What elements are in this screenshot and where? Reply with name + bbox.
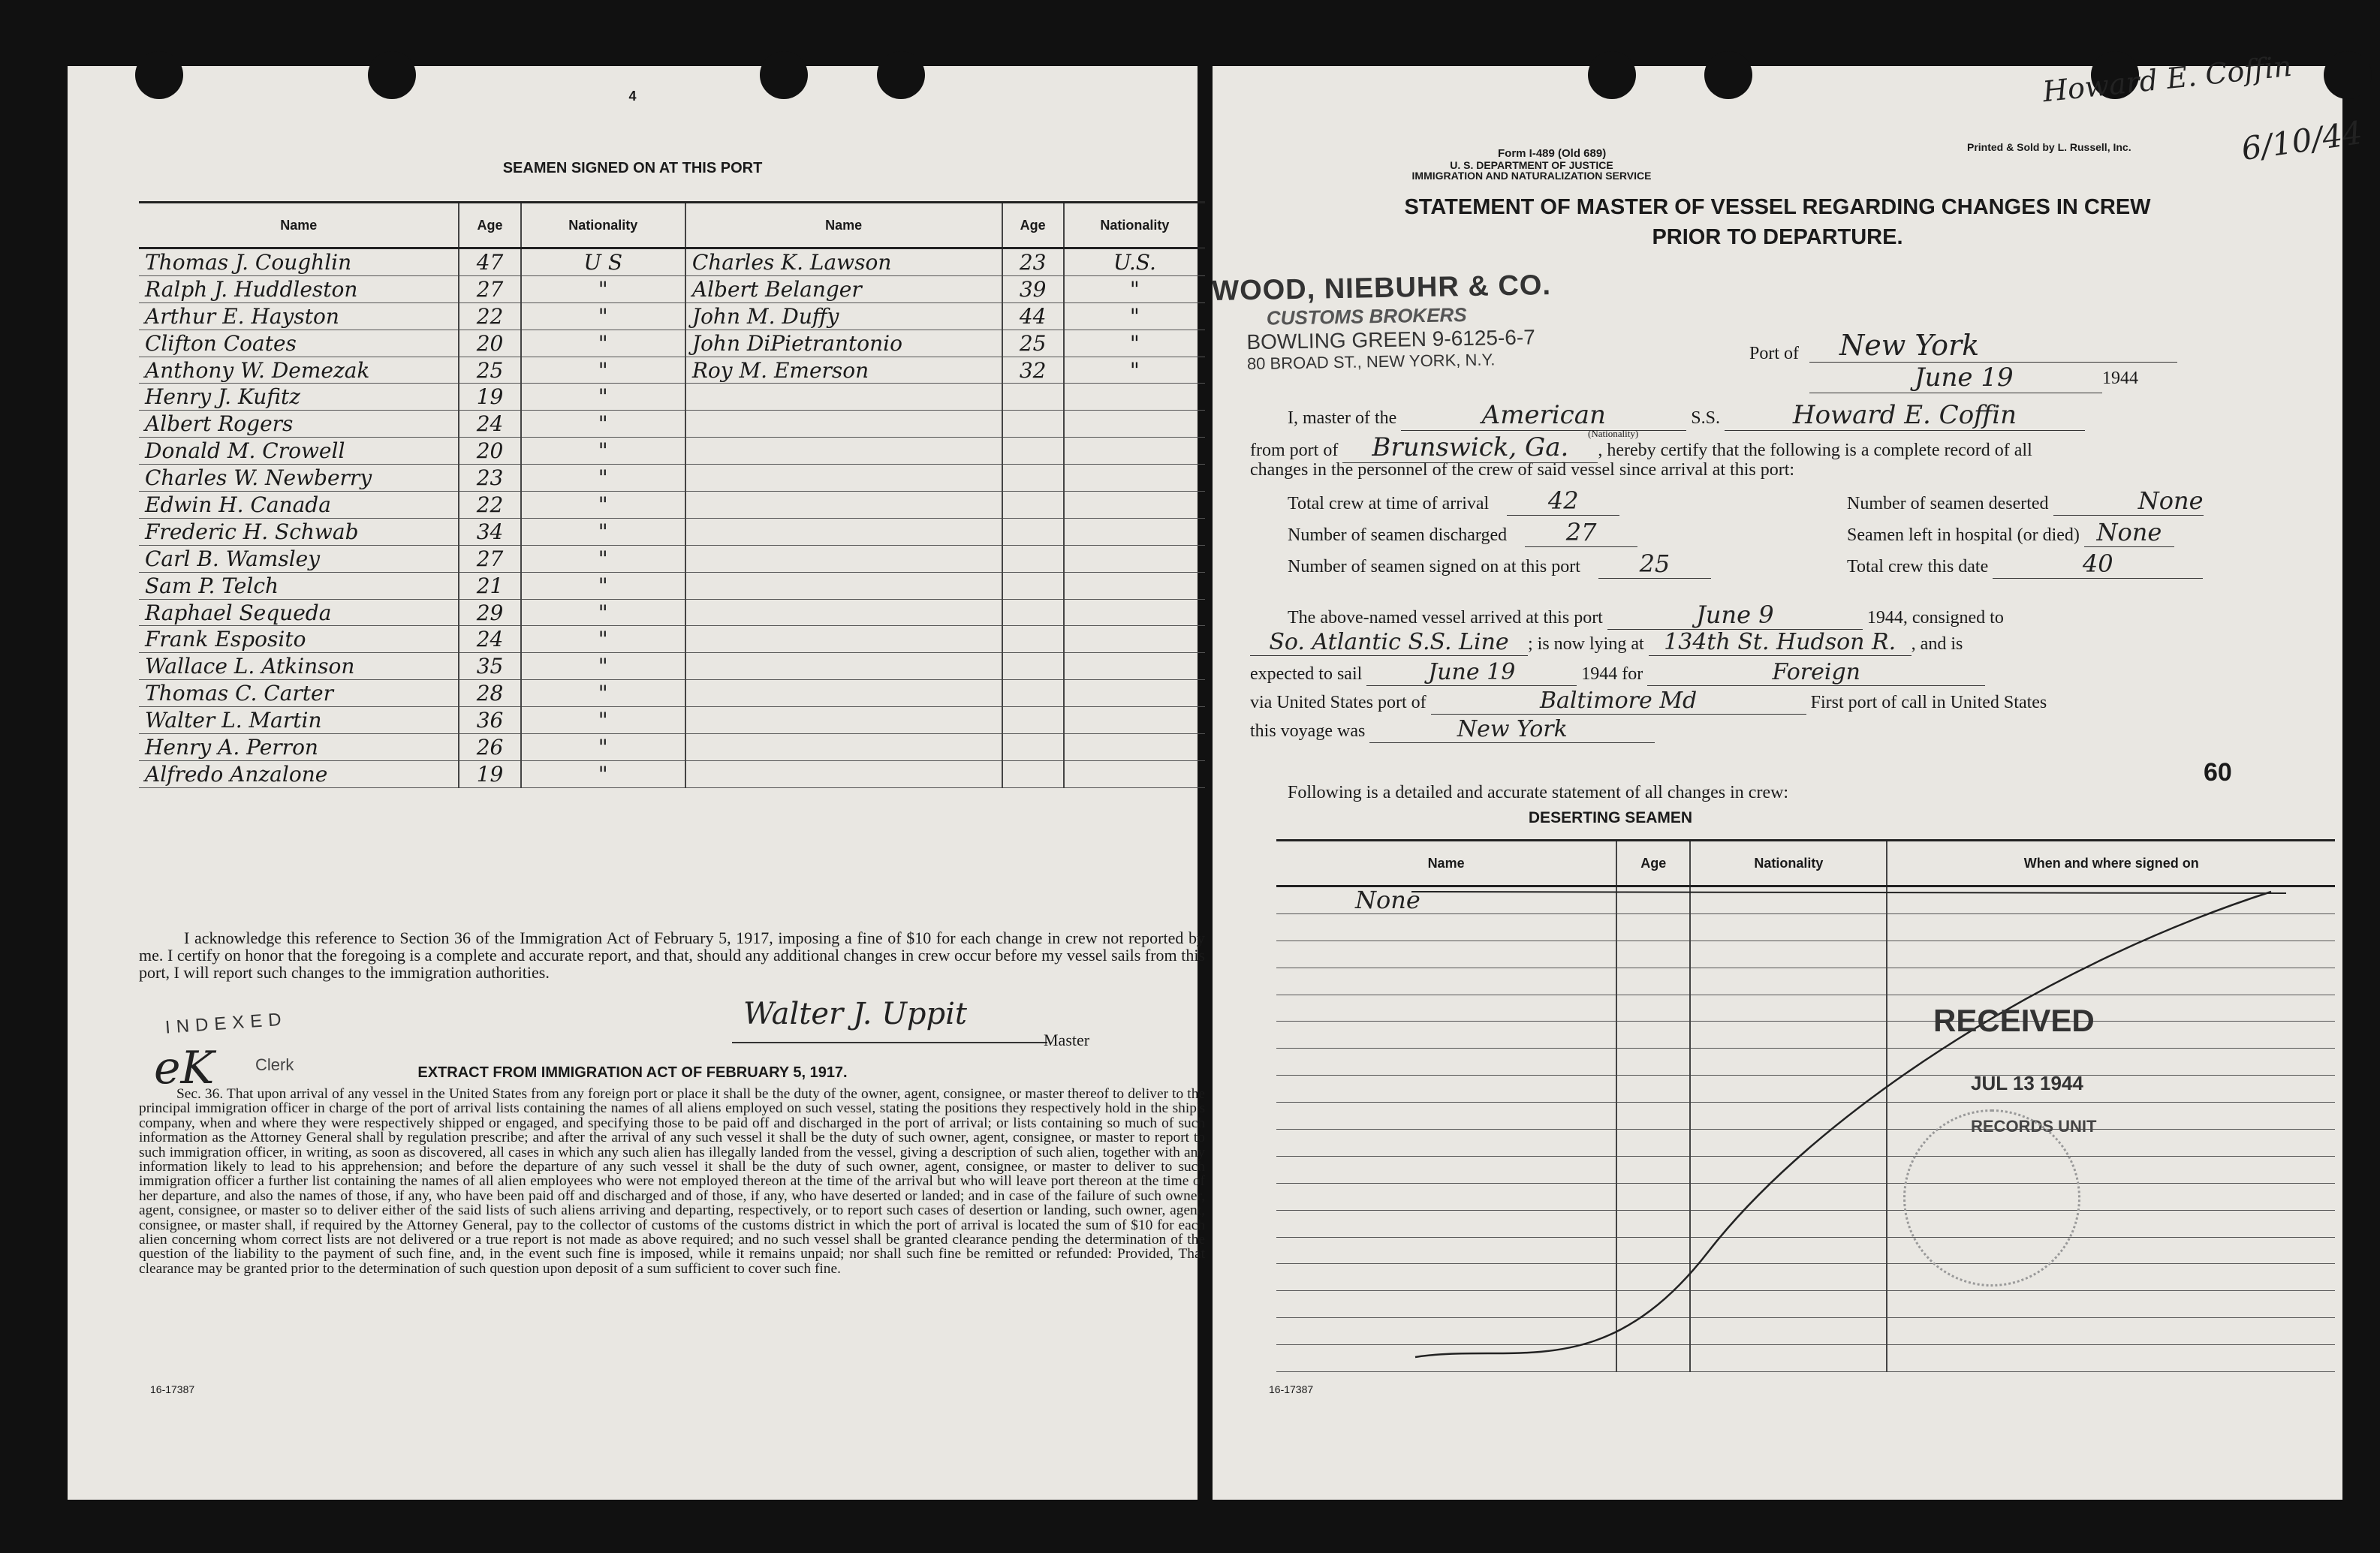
- indexed-stamp: INDEXED: [164, 1009, 288, 1038]
- seaman-age: 21: [459, 572, 520, 599]
- page-number: 60: [2204, 758, 2232, 787]
- seaman-nationality: ": [521, 438, 685, 465]
- seaman-nationality: ": [521, 760, 685, 787]
- and-is-label: , and is: [1911, 634, 1963, 654]
- signed-on-value: 25: [1598, 549, 1711, 579]
- col-header-nationality: Nationality: [521, 203, 685, 248]
- seaman-age: 47: [459, 248, 520, 276]
- seaman-age: 28: [459, 680, 520, 707]
- seaman-name: Charles W. Newberry: [139, 465, 459, 492]
- form-title-line1: STATEMENT OF MASTER OF VESSEL REGARDING CHANGES IN CREW: [1404, 195, 2151, 219]
- seaman-nationality: [1064, 707, 1205, 734]
- master-label: Master: [1044, 1031, 1090, 1049]
- seaman-age: 44: [1002, 302, 1064, 330]
- seaman-age: 20: [459, 438, 520, 465]
- col-header-nationality: Nationality: [1690, 841, 1887, 886]
- seaman-name: John M. Duffy: [685, 302, 1002, 330]
- seaman-age: [1002, 680, 1064, 707]
- seaman-nationality: ": [521, 465, 685, 492]
- form-title-line2: PRIOR TO DEPARTURE.: [1652, 225, 1903, 249]
- arrived-label: The above-named vessel arrived at this port: [1288, 608, 1603, 628]
- seaman-nationality: [1064, 411, 1205, 438]
- seaman-nationality: [1064, 734, 1205, 761]
- seaman-age: 22: [459, 302, 520, 330]
- table-row: [139, 545, 1205, 572]
- cancel-line: [1213, 66, 2342, 1500]
- col-header-age: Age: [1616, 841, 1690, 886]
- page-number: 4: [628, 89, 637, 104]
- seaman-nationality: ": [1064, 357, 1205, 384]
- signed-on-label: Number of seamen signed on at this port: [1288, 557, 1580, 576]
- seaman-age: [1002, 653, 1064, 680]
- seal-stamp: [1903, 1109, 2080, 1287]
- annotation-vessel-name: Howard E. Coffin: [2041, 49, 2294, 109]
- seaman-nationality: [1064, 384, 1205, 411]
- seaman-age: 24: [459, 411, 520, 438]
- seaman-nationality: ": [1064, 275, 1205, 302]
- crew-date-label: Total crew this date: [1847, 557, 1989, 576]
- seaman-age: [1002, 707, 1064, 734]
- seaman-name: Raphael Sequeda: [139, 599, 459, 626]
- total-arrival-label: Total crew at time of arrival: [1288, 494, 1490, 513]
- seaman-name: [685, 599, 1002, 626]
- seaman-age: 36: [459, 707, 520, 734]
- seaman-age: [1002, 438, 1064, 465]
- seaman-nationality: ": [521, 302, 685, 330]
- hospital-label: Seamen left in hospital (or died): [1847, 525, 2080, 545]
- seaman-age: [1002, 760, 1064, 787]
- seaman-nationality: ": [521, 572, 685, 599]
- seaman-nationality: [1064, 626, 1205, 653]
- table-row: [139, 411, 1205, 438]
- seaman-age: 32: [1002, 357, 1064, 384]
- table-row: [139, 492, 1205, 519]
- seaman-nationality: ": [521, 680, 685, 707]
- seaman-nationality: ": [521, 626, 685, 653]
- seaman-name: Albert Rogers: [139, 411, 459, 438]
- seaman-age: 19: [459, 760, 520, 787]
- ss-label: S.S.: [1691, 408, 1720, 428]
- seaman-age: 23: [1002, 248, 1064, 276]
- seaman-name: Henry A. Perron: [139, 734, 459, 761]
- seaman-age: [1002, 465, 1064, 492]
- seaman-nationality: [1064, 545, 1205, 572]
- seaman-nationality: [1064, 653, 1205, 680]
- seaman-nationality: ": [521, 384, 685, 411]
- first-port-label: First port of call in United States: [1810, 693, 2047, 712]
- table-row: [139, 357, 1205, 384]
- voyage-value: New York: [1369, 716, 1655, 743]
- seaman-age: [1002, 626, 1064, 653]
- table-row: [139, 302, 1205, 330]
- received-stamp: RECEIVED: [1933, 1003, 2095, 1038]
- seaman-nationality: ": [521, 653, 685, 680]
- table-row: [139, 384, 1205, 411]
- seaman-nationality: ": [521, 599, 685, 626]
- seaman-age: 27: [459, 275, 520, 302]
- voyage-label: this voyage was: [1250, 721, 1366, 741]
- stamp-role: CUSTOMS BROKERS: [1266, 303, 1467, 330]
- seaman-age: [1002, 384, 1064, 411]
- consigned-label: , consigned to: [1902, 608, 2004, 628]
- seaman-name: [685, 572, 1002, 599]
- printer-credit: Printed & Sold by L. Russell, Inc.: [1967, 141, 2131, 153]
- seaman-nationality: [1064, 572, 1205, 599]
- records-unit: RECORDS UNIT: [1971, 1117, 2097, 1136]
- seaman-nationality: [1064, 760, 1205, 787]
- seaman-nationality: ": [1064, 330, 1205, 357]
- section-title: SEAMEN SIGNED ON AT THIS PORT: [502, 160, 763, 176]
- seaman-name: Charles K. Lawson: [685, 248, 1002, 276]
- seaman-name: [685, 411, 1002, 438]
- seaman-name: [685, 465, 1002, 492]
- seaman-nationality: ": [521, 357, 685, 384]
- form-code: 16-17387: [150, 1383, 195, 1395]
- seaman-age: 29: [459, 599, 520, 626]
- seaman-age: [1002, 734, 1064, 761]
- seaman-name: [685, 653, 1002, 680]
- seaman-age: 24: [459, 626, 520, 653]
- seamen-signed-on-table: [139, 201, 1205, 788]
- seaman-nationality: [1064, 465, 1205, 492]
- seaman-name: [685, 707, 1002, 734]
- table-row: [139, 707, 1205, 734]
- seaman-nationality: ": [521, 734, 685, 761]
- lying-label: ; is now lying at: [1528, 634, 1644, 654]
- master-of-label: I, master of the: [1288, 408, 1397, 428]
- seaman-age: 34: [459, 518, 520, 545]
- nationality-caption: (Nationality): [1588, 428, 1639, 439]
- seaman-nationality: ": [521, 545, 685, 572]
- acknowledgement-text: I acknowledge this reference to Section 36 of the Immigration Act of February 5, 1917, imposing a fine of $10 for each change in crew not reported by me. I certify on honor that the foregoing is a complete and accurate report, and that, should any additional changes in crew occur before my vessel sails from this port, I will report such changes to the immigration authorities.: [139, 928, 1205, 982]
- seaman-name: Walter L. Martin: [139, 707, 459, 734]
- seaman-name: [685, 438, 1002, 465]
- seaman-age: 27: [459, 545, 520, 572]
- seaman-age: [1002, 572, 1064, 599]
- seaman-name: Frederic H. Schwab: [139, 518, 459, 545]
- discharged-label: Number of seamen discharged: [1288, 525, 1508, 545]
- table-row: [139, 680, 1205, 707]
- vessel-name-value: Howard E. Coffin: [1725, 400, 2085, 431]
- seaman-name: Donald M. Crowell: [139, 438, 459, 465]
- seaman-name: [685, 545, 1002, 572]
- clerk-label: Clerk: [255, 1055, 294, 1074]
- seaman-nationality: [1064, 680, 1205, 707]
- extract-title: EXTRACT FROM IMMIGRATION ACT OF FEBRUARY 5, 1917.: [417, 1064, 848, 1081]
- table-row: [139, 626, 1205, 653]
- stamp-company: WOOD, NIEBUHR & CO.: [1211, 269, 1552, 307]
- arrived-value: June 9: [1607, 600, 1863, 630]
- deserted-value: None: [2053, 486, 2204, 516]
- seaman-nationality: [1064, 599, 1205, 626]
- seaman-nationality: ": [521, 330, 685, 357]
- seaman-name: Carl B. Wamsley: [139, 545, 459, 572]
- seaman-age: 22: [459, 492, 520, 519]
- seaman-age: [1002, 599, 1064, 626]
- seaman-nationality: [1064, 492, 1205, 519]
- seaman-name: Thomas J. Coughlin: [139, 248, 459, 276]
- seaman-age: [1002, 492, 1064, 519]
- seaman-name: [685, 680, 1002, 707]
- seaman-name: Thomas C. Carter: [139, 680, 459, 707]
- department: U. S. DEPARTMENT OF JUSTICE: [1450, 159, 1613, 171]
- lying-value: 134th St. Hudson R.: [1649, 629, 1912, 656]
- seaman-nationality: U S: [521, 248, 685, 276]
- seaman-name: Frank Esposito: [139, 626, 459, 653]
- date-value: June 19: [1809, 363, 2102, 393]
- seaman-age: 26: [459, 734, 520, 761]
- seaman-nationality: ": [521, 411, 685, 438]
- nationality-value: American: [1401, 400, 1686, 431]
- seaman-nationality: [1064, 438, 1205, 465]
- following-text: Following is a detailed and accurate statement of all changes in crew:: [1288, 783, 1789, 802]
- seaman-age: 25: [1002, 330, 1064, 357]
- seaman-name: Edwin H. Canada: [139, 492, 459, 519]
- consignee-value: So. Atlantic S.S. Line: [1250, 629, 1528, 656]
- received-date: JUL 13 1944: [1971, 1072, 2083, 1094]
- seaman-age: [1002, 411, 1064, 438]
- table-row: [139, 760, 1205, 787]
- table-row: [139, 248, 1205, 276]
- seaman-name: Clifton Coates: [139, 330, 459, 357]
- table-row: [139, 438, 1205, 465]
- port-label: Port of: [1749, 344, 1799, 363]
- seaman-name: Anthony W. Demezak: [139, 357, 459, 384]
- col-header-age: Age: [1002, 203, 1064, 248]
- seaman-name: [685, 518, 1002, 545]
- discharged-value: 27: [1525, 518, 1637, 547]
- seaman-age: [1002, 545, 1064, 572]
- table-row: [139, 330, 1205, 357]
- right-page: [1211, 49, 2365, 1500]
- seaman-name: Albert Belanger: [685, 275, 1002, 302]
- seaman-age: 35: [459, 653, 520, 680]
- clerk-initials: eK: [154, 1042, 215, 1094]
- certify-text: , hereby certify that the following is a complete record of all: [1598, 441, 2032, 460]
- table-row: [139, 653, 1205, 680]
- seaman-name: Roy M. Emerson: [685, 357, 1002, 384]
- seaman-age: 25: [459, 357, 520, 384]
- seaman-name: Henry J. Kufitz: [139, 384, 459, 411]
- col-header-nationality: Nationality: [1064, 203, 1205, 248]
- form-code: 16-17387: [1269, 1383, 1314, 1395]
- seaman-nationality: ": [521, 518, 685, 545]
- for-value: Foreign: [1647, 659, 1985, 686]
- signature-line: [732, 1042, 1047, 1043]
- via-value: Baltimore Md: [1431, 688, 1806, 715]
- expected-year: 1944: [1581, 664, 1618, 684]
- expected-value: June 19: [1366, 659, 1577, 686]
- seaman-name: [685, 492, 1002, 519]
- left-page: [68, 66, 1205, 1500]
- col-header-name: Name: [139, 203, 459, 248]
- seaman-age: 39: [1002, 275, 1064, 302]
- from-port-label: from port of: [1250, 441, 1339, 460]
- for-label: for: [1622, 664, 1643, 684]
- expected-label: expected to sail: [1250, 664, 1363, 684]
- seaman-nationality: [1064, 518, 1205, 545]
- total-arrival-value: 42: [1507, 486, 1619, 516]
- seaman-name: Arthur E. Hayston: [139, 302, 459, 330]
- seaman-age: 20: [459, 330, 520, 357]
- from-port-value: Brunswick, Ga.: [1342, 432, 1598, 463]
- deserting-title: DESERTING SEAMEN: [1528, 809, 1693, 826]
- table-row: [139, 465, 1205, 492]
- port-value: New York: [1809, 329, 2177, 363]
- crew-date-value: 40: [1993, 549, 2203, 579]
- seaman-age: 23: [459, 465, 520, 492]
- seaman-nationality: ": [1064, 302, 1205, 330]
- seaman-name: [685, 384, 1002, 411]
- deserting-none-entry: None: [1355, 886, 1420, 914]
- hospital-value: None: [2084, 518, 2174, 547]
- service-name: IMMIGRATION AND NATURALIZATION SERVICE: [1411, 170, 1652, 182]
- table-row: [139, 734, 1205, 761]
- col-header-age: Age: [459, 203, 520, 248]
- table-row: [139, 572, 1205, 599]
- table-row: [139, 275, 1205, 302]
- seaman-age: [1002, 518, 1064, 545]
- seaman-name: Wallace L. Atkinson: [139, 653, 459, 680]
- annotation-date: 6/10/44: [2239, 113, 2365, 168]
- col-header-when-where: When and where signed on: [1887, 841, 2335, 886]
- seaman-name: [685, 760, 1002, 787]
- seamen-rows: [139, 248, 1205, 788]
- stamp-address: 80 BROAD ST., NEW YORK, N.Y.: [1246, 350, 1496, 374]
- seaman-name: [685, 734, 1002, 761]
- changes-text: changes in the personnel of the crew of said vessel since arrival at this port:: [1250, 460, 1795, 480]
- col-header-name: Name: [1276, 841, 1616, 886]
- seaman-name: Alfredo Anzalone: [139, 760, 459, 787]
- arrived-year: 1944: [1866, 608, 1903, 628]
- date-year: 1944: [2102, 369, 2138, 388]
- seaman-name: Ralph J. Huddleston: [139, 275, 459, 302]
- seaman-name: [685, 626, 1002, 653]
- master-signature: Walter J. Uppit: [743, 997, 968, 1031]
- stamp-phone: BOWLING GREEN 9-6125-6-7: [1246, 325, 1535, 354]
- table-row: [139, 518, 1205, 545]
- seaman-name: John DiPietrantonio: [685, 330, 1002, 357]
- seaman-name: Sam P. Telch: [139, 572, 459, 599]
- deserted-label: Number of seamen deserted: [1847, 494, 2049, 513]
- seaman-nationality: ": [521, 275, 685, 302]
- table-row: [139, 599, 1205, 626]
- via-label: via United States port of: [1250, 693, 1426, 712]
- seaman-nationality: ": [521, 492, 685, 519]
- form-number: Form I-489 (Old 689): [1498, 147, 1607, 160]
- seaman-nationality: U.S.: [1064, 248, 1205, 276]
- col-header-name: Name: [685, 203, 1002, 248]
- seaman-nationality: ": [521, 707, 685, 734]
- seaman-age: 19: [459, 384, 520, 411]
- extract-text: Sec. 36. That upon arrival of any vessel in the United States from any foreign port or place it shall be the duty of the owner, agent, consignee, or master thereof to deliver to the principal immigration officer in charge of the port of arrival lists containing the names of all aliens employed on such vessel, stating the positions they respectively hold in the ship's company, when and where they were respectively shipped or engaged, and specifying those to be paid off and discharged in the port of arrival; or lists containing so much of such information as the Attorney General shall by regulation prescribe; and after the arrival of any such vessel it shall be the duty of such owner, agent, consignee, or master to report to such immigration officer, in writing, as soon as discovered, all cases in which any such alien has illegally landed from the vessel, giving a description of such alien, together with any information likely to lead to his apprehension; and before the departure of any such vessel it shall be the duty of such owner, agent, consignee, or master to deliver to such immigration officer a further list containing the names of all alien employees who were not employed thereon at the time of the arrival but who will leave port thereon at the time of her departure, and also the names of those, if any, who have been paid off and discharged and of those, if any, who have deserted or landed; and in case of the failure of such owner, agent, consignee, or master so to deliver either of the said lists of such aliens arriving and departing, respectively, or to report such cases of desertion or landing, such owner, agent, consignee, or master shall, if required by the Attorney General, pay to the collector of customs of the customs district in which the port of arrival is located the sum of $10 for each alien concerning whom correct lists are not delivered or a true report is not made as above required; and no such vessel shall be granted clearance pending the determination of the question of the liability to the payment of such fine, and, in the event such fine is imposed, while it remains unpaid; nor shall such fine be remitted or refunded: Provided, That clearance may be granted prior to the determination of such question upon deposit of a sum sufficient to cover such fine.: [139, 1086, 1205, 1277]
